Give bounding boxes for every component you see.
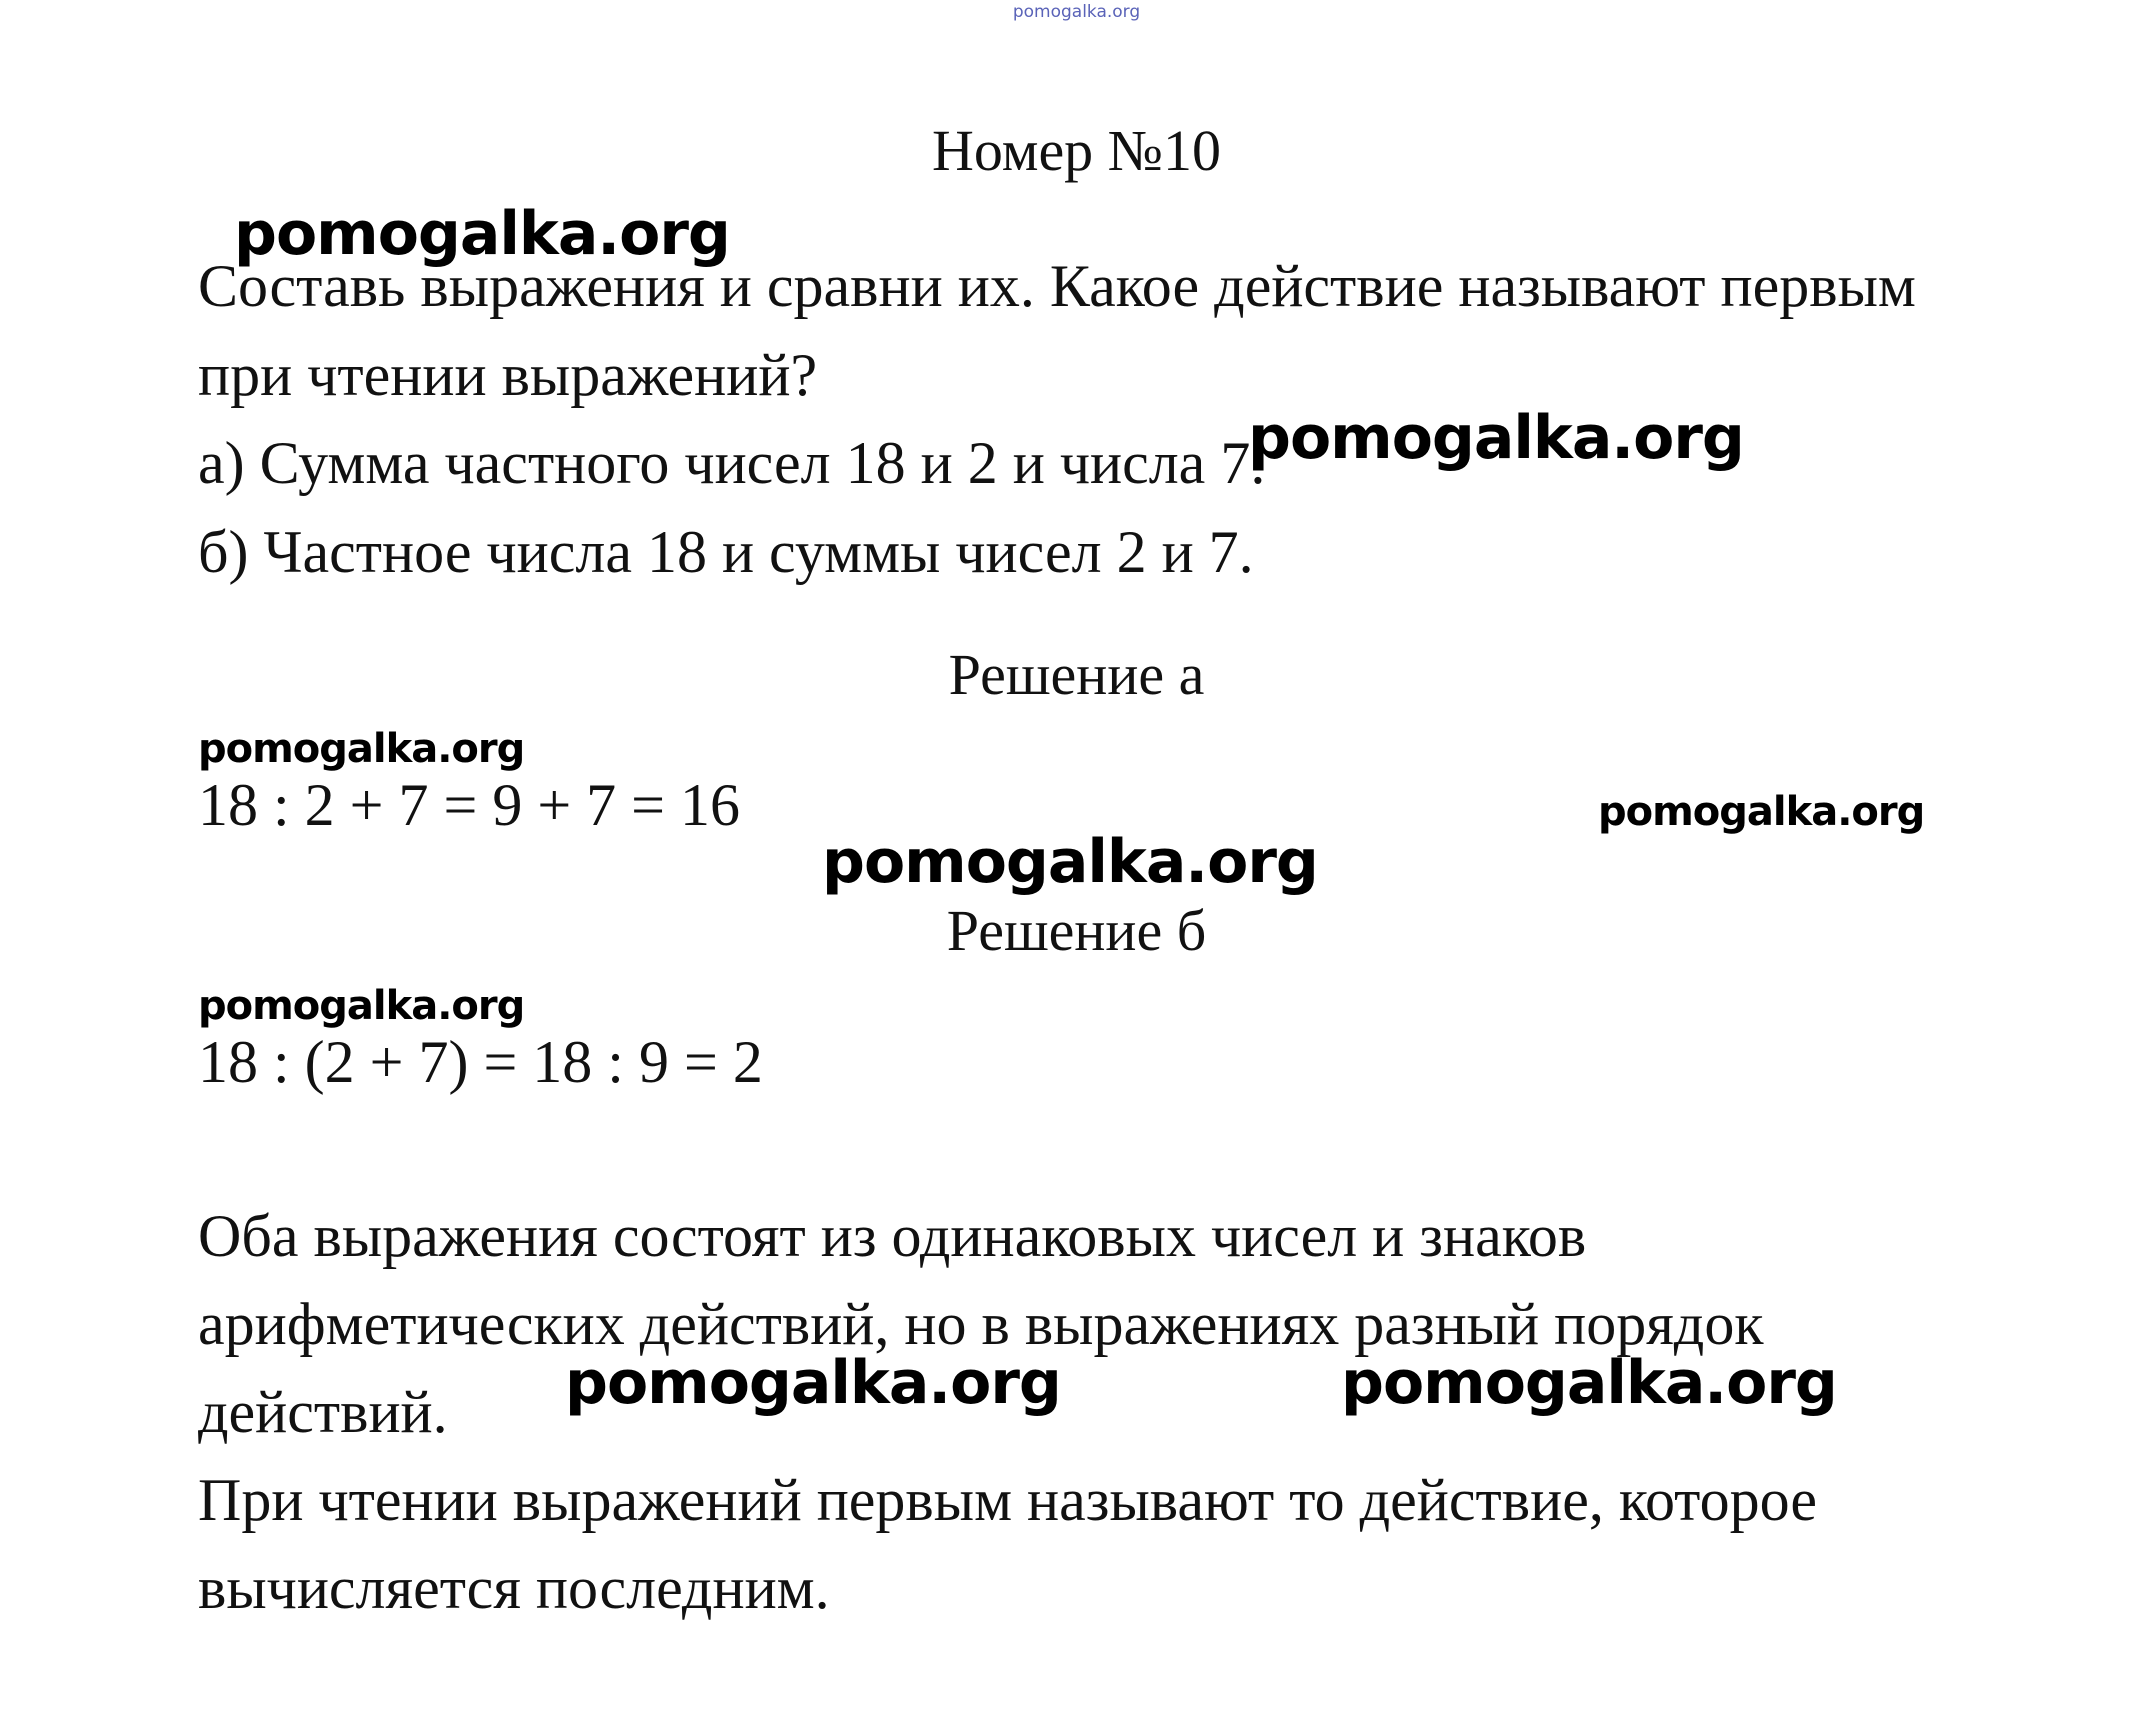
solution-b-expression: 18 : (2 + 7) = 18 : 9 = 2: [198, 1029, 763, 1095]
watermark-2: pomogalka.org: [1248, 403, 1744, 473]
task-line-1: Составь выражения и сравни их. Какое действие называют первым: [198, 253, 1916, 319]
watermark-7: pomogalka.org: [565, 1348, 1061, 1418]
conclusion-line-1: Оба выражения состоят из одинаковых чисел и знаков: [198, 1203, 1587, 1269]
page-title: Номер №10: [931, 118, 1222, 183]
watermark-8: pomogalka.org: [1341, 1348, 1837, 1418]
conclusion-line-2: арифметических действий, но в выражениях разный порядок: [198, 1291, 1764, 1357]
watermark-1: pomogalka.org: [234, 199, 730, 269]
task-item-b: б) Частное числа 18 и суммы чисел 2 и 7.: [198, 519, 1254, 585]
top-watermark: pomogalka.org: [1012, 2, 1141, 22]
conclusion-line-5: вычисляется последним.: [198, 1555, 830, 1621]
watermark-6: pomogalka.org: [198, 983, 525, 1029]
solution-b-heading: Решение б: [946, 898, 1207, 963]
conclusion-line-3: действий.: [198, 1379, 448, 1445]
watermark-3: pomogalka.org: [198, 726, 525, 772]
conclusion-line-4: При чтении выражений первым называют то действие, которое: [198, 1467, 1817, 1533]
solution-a-heading: Решение а: [948, 642, 1205, 707]
watermark-4: pomogalka.org: [1598, 789, 1925, 835]
solution-a-expression: 18 : 2 + 7 = 9 + 7 = 16: [198, 772, 741, 838]
watermark-5: pomogalka.org: [822, 827, 1318, 897]
task-line-2: при чтении выражений?: [198, 342, 818, 408]
task-item-a: а) Сумма частного чисел 18 и 2 и числа 7.: [198, 430, 1266, 496]
